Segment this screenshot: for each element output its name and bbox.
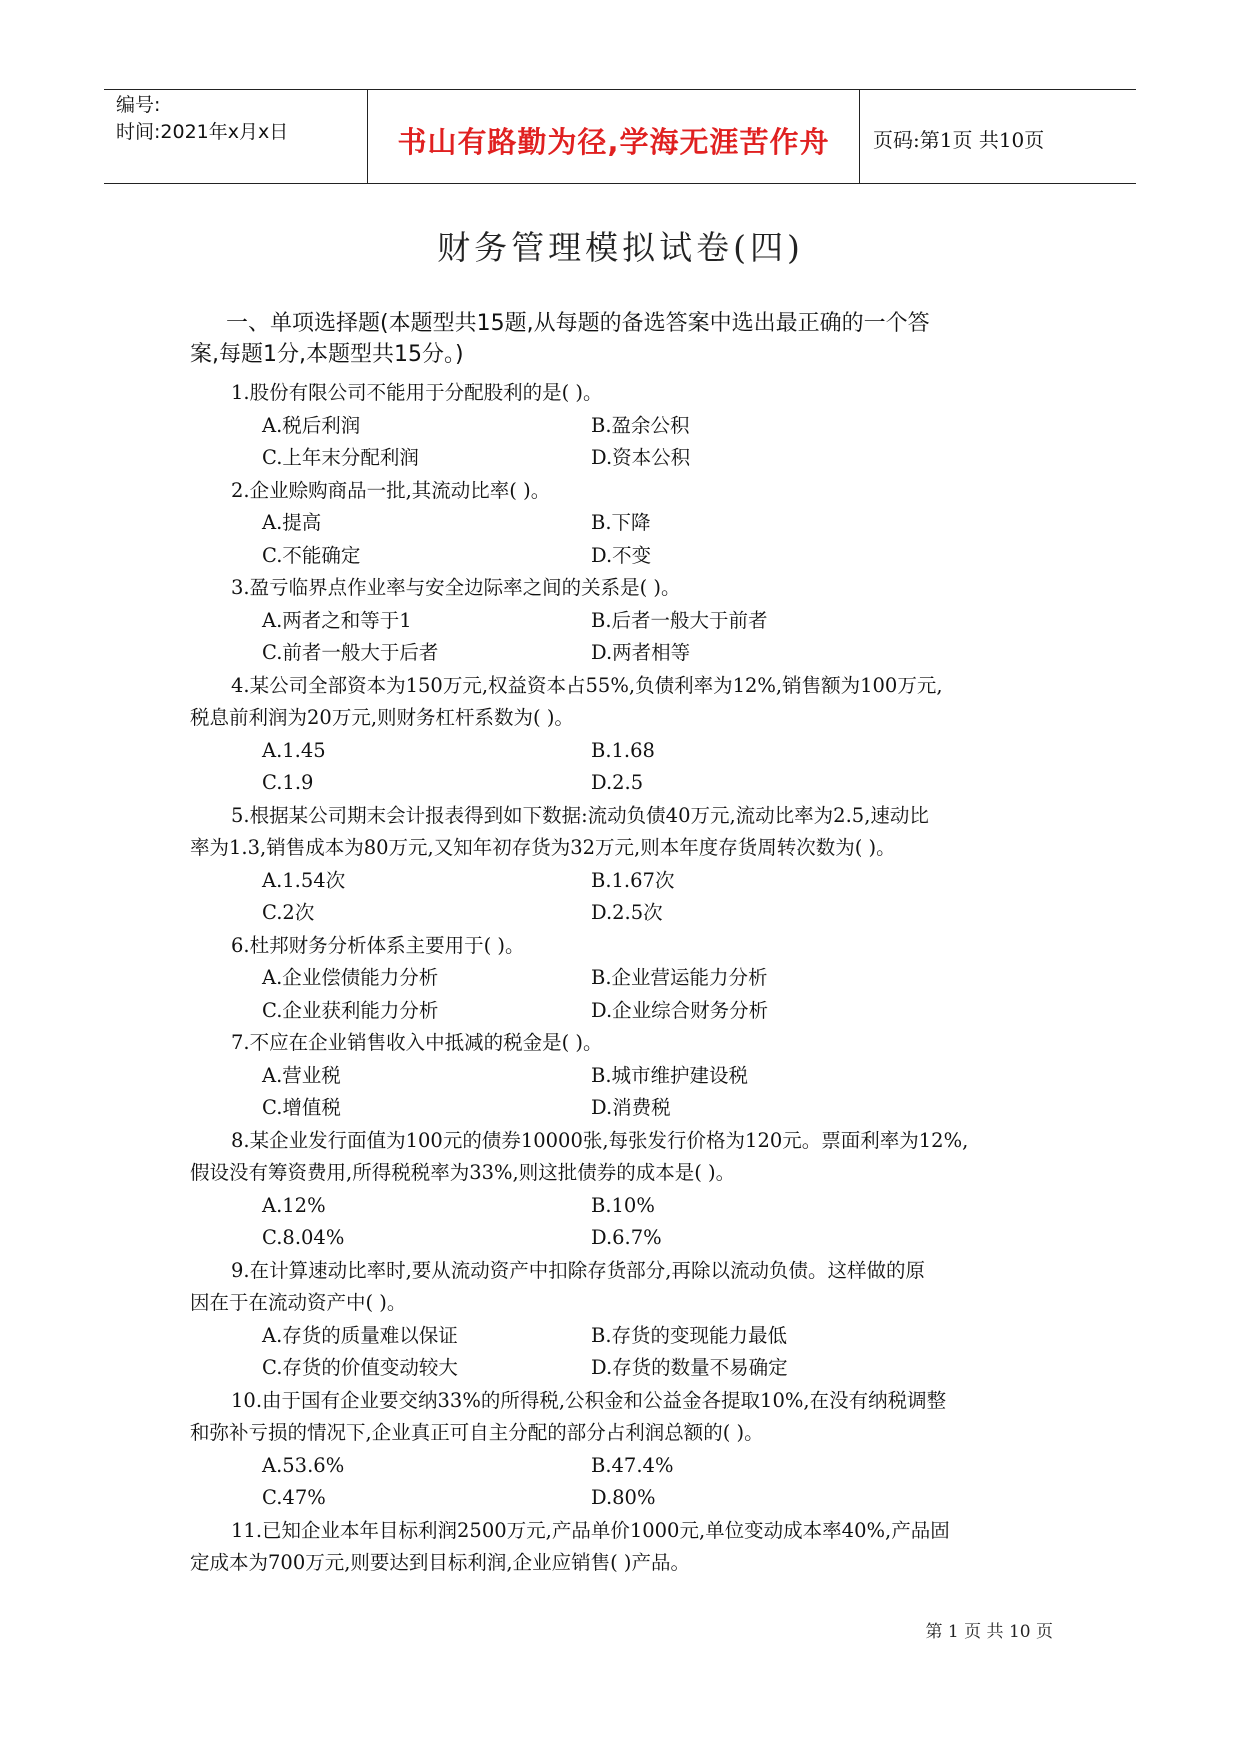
option-c: C.2次 <box>262 901 315 924</box>
question-stem: 9.在计算速动比率时,要从流动资产中扣除存货部分,再除以流动负债。这样做的原 <box>231 1258 926 1282</box>
option-d: D.80% <box>591 1486 656 1509</box>
option-d: D.存货的数量不易确定 <box>591 1356 788 1379</box>
question-stem: 7.不应在企业销售收入中抵减的税金是( )。 <box>231 1031 603 1054</box>
option-b: B.后者一般大于前者 <box>591 608 768 632</box>
option-b: B.47.4% <box>591 1453 674 1477</box>
option-row <box>190 442 1070 475</box>
option-b: B.10% <box>591 1193 655 1217</box>
motto: 书山有路勤为径,学海无涯苦作舟 <box>397 125 830 159</box>
question-stem: 3.盈亏临界点作业率与安全边际率之间的关系是( )。 <box>231 576 681 599</box>
option-row <box>190 540 1070 573</box>
option-row <box>190 897 1070 930</box>
question-stem-continued: 假设没有筹资费用,所得税税率为33%,则这批债券的成本是( )。 <box>190 1161 736 1184</box>
number-label: 编号: <box>116 94 161 116</box>
question-stem: 5.根据某公司期末会计报表得到如下数据:流动负债40万元,流动比率为2.5,速动比 <box>231 803 929 827</box>
option-c: C.企业获利能力分析 <box>262 998 439 1022</box>
option-row <box>190 767 1070 800</box>
option-row <box>190 865 1070 898</box>
section-heading-line-1: 一、单项选择题(本题型共15题,从每题的备选答案中选出最正确的一个答 <box>226 311 930 336</box>
option-row <box>190 1222 1070 1255</box>
question-stem: 10.由于国有企业要交纳33%的所得税,公积金和公益金各提取10%,在没有纳税调整 <box>231 1388 947 1412</box>
option-d: D.消费税 <box>591 1096 671 1119</box>
option-a: A.企业偿债能力分析 <box>262 966 439 989</box>
page-title: 财务管理模拟试卷(四) <box>437 228 804 267</box>
option-b: B.下降 <box>591 511 651 534</box>
option-row <box>190 735 1070 768</box>
page-code: 页码:第1页 共10页 <box>873 128 1045 152</box>
option-a: A.1.45 <box>262 738 326 762</box>
option-c: C.前者一般大于后者 <box>262 641 439 664</box>
option-row <box>190 1190 1070 1223</box>
option-c: C.47% <box>262 1486 326 1509</box>
option-c: C.1.9 <box>262 771 314 794</box>
question-stem-continued: 率为1.3,销售成本为80万元,又知年初存货为32万元,则本年度存货周转次数为( )。 <box>190 836 896 859</box>
question-stem: 2.企业赊购商品一批,其流动比率( )。 <box>231 478 551 502</box>
option-b: B.城市维护建设税 <box>591 1063 749 1087</box>
option-row <box>190 1352 1070 1385</box>
option-row <box>190 637 1070 670</box>
question-stem: 6.杜邦财务分析体系主要用于( )。 <box>231 933 525 957</box>
option-a: A.12% <box>262 1193 326 1217</box>
question-stem: 1.股份有限公司不能用于分配股利的是( )。 <box>231 381 603 404</box>
option-c: C.不能确定 <box>262 543 361 567</box>
header-motto-cell <box>368 90 860 183</box>
option-b: B.1.67次 <box>591 868 675 892</box>
option-row <box>190 410 1070 443</box>
option-a: A.两者之和等于1 <box>262 608 412 632</box>
question-stem-continued: 税息前利润为20万元,则财务杠杆系数为( )。 <box>190 706 574 729</box>
option-row <box>190 1060 1070 1093</box>
question-stem: 4.某公司全部资本为150万元,权益资本占55%,负债利率为12%,销售额为100万元, <box>231 673 943 697</box>
option-a: A.53.6% <box>262 1453 345 1477</box>
option-d: D.6.7% <box>591 1226 662 1249</box>
option-b: B.盈余公积 <box>591 413 690 437</box>
header-page-cell <box>860 90 1136 183</box>
option-row <box>190 962 1070 995</box>
option-b: B.企业营运能力分析 <box>591 966 768 989</box>
option-a: A.存货的质量难以保证 <box>262 1323 458 1347</box>
option-a: A.营业税 <box>262 1063 341 1087</box>
option-a: A.1.54次 <box>262 868 346 892</box>
question-stem-continued: 定成本为700万元,则要达到目标利润,企业应销售( )产品。 <box>190 1551 691 1574</box>
option-row <box>190 1482 1070 1515</box>
option-b: B.存货的变现能力最低 <box>591 1323 788 1347</box>
section-heading <box>190 308 1070 370</box>
time-label: 时间:2021年x月x日 <box>116 121 289 143</box>
section-heading-line-2: 案,每题1分,本题型共15分。) <box>190 342 464 367</box>
option-c: C.存货的价值变动较大 <box>262 1356 458 1379</box>
option-row <box>190 995 1070 1028</box>
header-left-cell <box>104 90 368 183</box>
option-d: D.2.5次 <box>591 901 663 924</box>
option-row <box>190 605 1070 638</box>
option-d: D.2.5 <box>591 771 644 794</box>
option-row <box>190 507 1070 540</box>
page-footer: 第 1 页 共 10 页 <box>925 1622 1053 1642</box>
document-header <box>104 89 1136 184</box>
option-d: D.资本公积 <box>591 446 691 469</box>
question-list <box>190 377 1070 1580</box>
question-stem: 11.已知企业本年目标利润2500万元,产品单价1000元,单位变动成本率40%,产品固 <box>231 1518 950 1542</box>
option-row <box>190 1092 1070 1125</box>
question-stem-continued: 因在于在流动资产中( )。 <box>190 1291 407 1314</box>
option-d: D.不变 <box>591 543 652 567</box>
option-a: A.提高 <box>262 511 322 534</box>
option-c: C.增值税 <box>262 1096 341 1119</box>
option-b: B.1.68 <box>591 738 655 762</box>
option-c: C.8.04% <box>262 1226 345 1249</box>
question-stem-continued: 和弥补亏损的情况下,企业真正可自主分配的部分占利润总额的( )。 <box>190 1421 764 1444</box>
question-stem: 8.某企业发行面值为100元的债券10000张,每张发行价格为120元。票面利率为12%, <box>231 1128 969 1152</box>
option-row <box>190 1450 1070 1483</box>
option-row <box>190 1320 1070 1353</box>
option-d: D.企业综合财务分析 <box>591 998 769 1022</box>
option-a: A.税后利润 <box>262 413 361 437</box>
option-d: D.两者相等 <box>591 641 691 664</box>
option-c: C.上年末分配利润 <box>262 446 419 469</box>
